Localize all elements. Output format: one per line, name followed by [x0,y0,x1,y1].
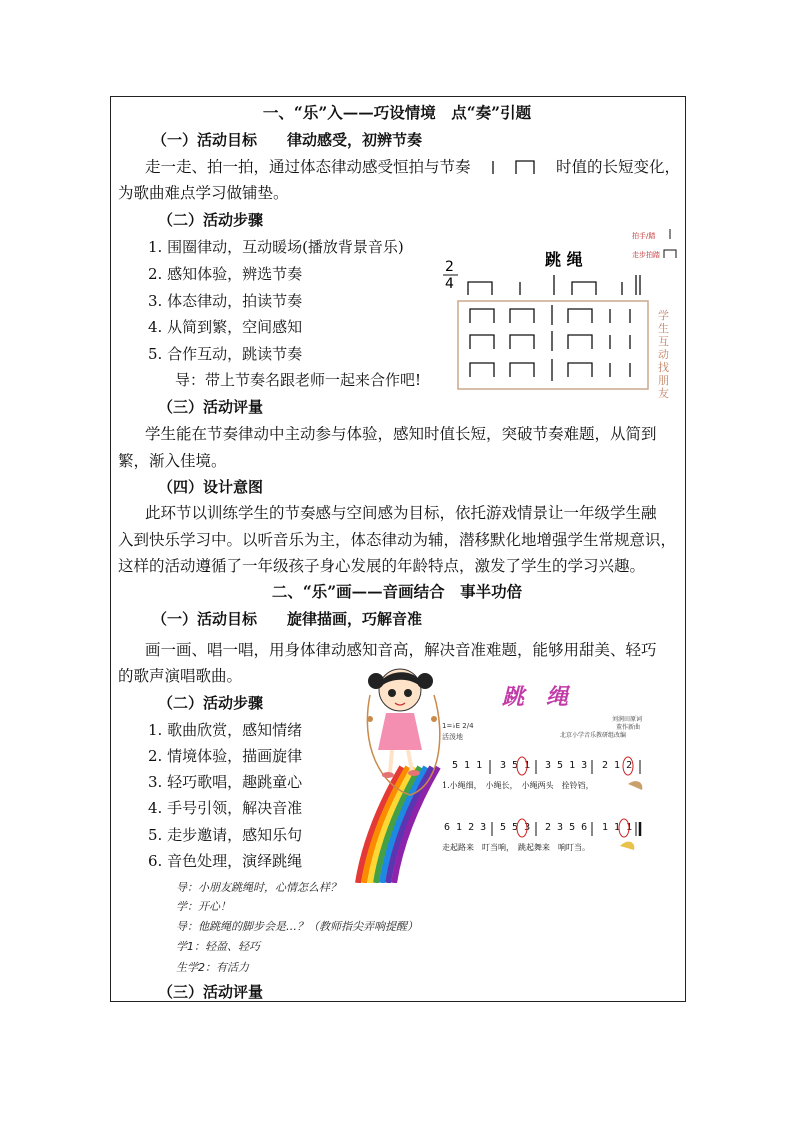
score-row1-note-3: 3 5 1 3 [545,760,588,771]
section1-intent-line1: 此环节以训练学生的节奏感与空间感为目标，依托游戏情景让一年级学生融 [145,504,657,522]
score-row1-note-1: 5 1 1 [452,760,483,771]
girl-rainbow-illustration [350,655,450,883]
score-title: 跳 绳 [502,685,569,710]
section2-goal-line1: 画一画、唱一唱，用身体律动感知音高，解决音准难题，能够用甜美、轻巧 [145,641,657,659]
section2-goal-heading: （一）活动目标 旋律描画，巧解音准 [152,610,423,628]
section1-title: 一、“乐”入——巧设情境 点“奏”引题 [262,103,532,122]
section1-guide: 导：带上节奏名跟老师一起来合作吧! [175,371,422,389]
legend-clap: 拍手/踏 [632,232,656,240]
section1-eval-heading: （三）活动评量 [158,398,264,416]
score-credit-2: 董作新曲 [616,724,641,731]
section2-step-5: 5. 走步邀请，感知乐句 [148,826,303,844]
section1-intent-line3: 这样的活动遵循了一年级孩子身心发展的年龄特点，激发了学生的学习兴趣。 [118,557,646,575]
section2-step-4: 4. 手号引领，解决音准 [148,799,303,817]
score-row1-note-4: 2 1 2 [602,760,633,771]
section2-steps-heading: （二）活动步骤 [158,694,264,712]
section2-goal-line2: 的歌声演唱歌曲。 [118,667,243,685]
score-row2-lyrics: 走起路来 叮当响， 跳起舞来 响叮当。 [442,843,590,852]
section1-intent-heading: （四）设计意图 [158,478,264,496]
section2-eval-heading: （三）活动评量 [158,983,264,1001]
section2-step-6: 6. 音色处理，演绎跳绳 [148,852,303,870]
score-credit-3: 北京小学音乐教研组改编 [560,732,627,739]
section1-steps-heading: （二）活动步骤 [158,211,264,229]
time-sig-top: 2 [445,259,454,275]
section1-goal-line1a: 走一走、拍一拍，通过体态律动感受恒拍与节奏 [145,158,471,176]
section2-step-3: 3. 轻巧歌唱，趣跳童心 [148,773,303,791]
rhythm-note-icon [490,158,550,176]
section2-step-2: 2. 情境体验，描画旋律 [148,747,303,765]
dialogue-1: 导：小朋友跳绳时，心情怎么样？ [176,881,341,894]
section1-step-4: 4. 从简到繁，空间感知 [148,318,303,336]
section1-eval-line2: 繁，渐入佳境。 [118,452,227,470]
score-credit-1: 刘润田原词 [612,716,643,723]
dialogue-3: 导：他跳绳的脚步会是…？（教师指尖弄响提醒） [176,920,418,933]
section1-step-1: 1. 围圈律动，互动暖场(播放背景音乐) [148,238,404,256]
section1-step-3: 3. 体态律动，拍读节奏 [148,292,303,310]
legend-walk: 走步拍踏 [632,251,660,259]
score-decorations [440,678,676,858]
rhythm-figure-title: 跳 绳 [545,250,583,269]
time-sig-bottom: 4 [445,276,454,292]
side-label: 学生互动找朋友 [658,309,669,400]
section1-goal-heading: （一）活动目标 律动感受，初辨节奏 [152,131,423,149]
section1-eval-line1: 学生能在节奏律动中主动参与体验，感知时值长短，突破节奏难题，从简到 [145,425,657,443]
score-row2-note-2: 5 5 3 [500,822,531,833]
score-figure [440,678,676,858]
section2-title: 二、“乐”画——音画结合 事半功倍 [271,582,523,601]
section2-step-1: 1. 歌曲欣赏，感知情绪 [148,721,303,739]
dialogue-4: 学1：轻盈、轻巧 [176,940,260,953]
rhythm-figure [440,225,685,400]
dialogue-5: 生学2：有活力 [176,961,249,974]
section1-step-5: 5. 合作互动，跳读节奏 [148,345,303,363]
score-row2-note-1: 6 1 2 3 [444,822,487,833]
rhythm-symbols-inline [490,158,550,180]
dialogue-2: 学：开心！ [176,900,231,913]
section1-goal-line1b: 时值的长短变化， [556,158,681,176]
score-tempo: 活泼地 [442,733,463,741]
score-key: 1=♭E 2/4 [442,722,474,730]
score-row1-note-2: 3 5 1 [500,760,531,771]
section1-intent-line2: 入到快乐学习中。以听音乐为主，体态律动为辅，潜移默化地增强学生常规意识， [118,531,677,549]
score-row1-lyrics: 1.小绳细， 小绳长， 小绳两头 拴铃铛， [442,781,594,790]
score-row2-note-4: 1 1 1 [602,822,633,833]
score-row2-note-3: 2 3 5 6 [545,822,588,833]
section1-step-2: 2. 感知体验，辨选节奏 [148,265,303,283]
section1-goal-line2: 为歌曲难点学习做铺垫。 [118,184,289,202]
